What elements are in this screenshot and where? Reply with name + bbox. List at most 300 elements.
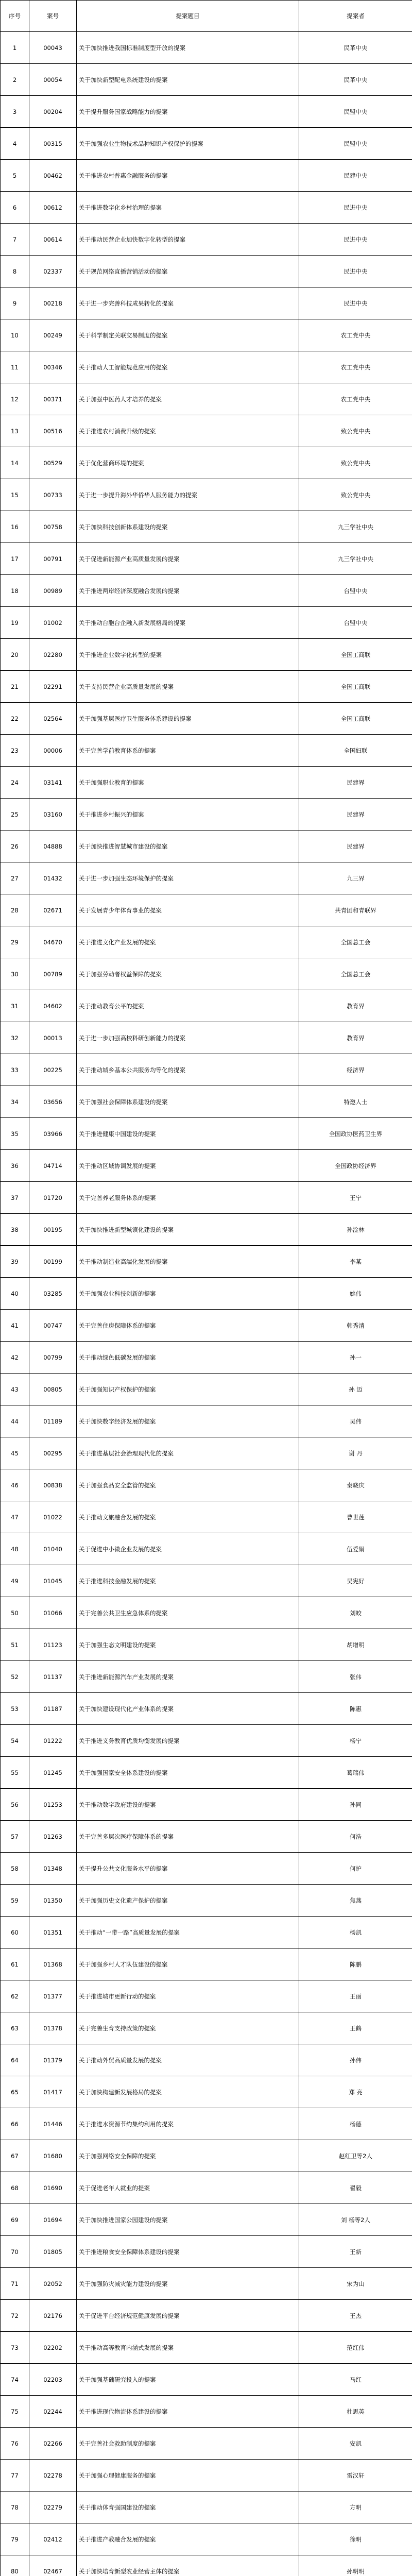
row-title: 关于完善学前教育体系的提案: [77, 735, 299, 767]
row-proposer: 赵红卫等2人: [299, 2140, 412, 2172]
table-row: [1, 2460, 412, 2492]
row-seq: 7: [1, 224, 29, 256]
row-title: 关于推动数字政府建设的提案: [77, 1789, 299, 1821]
table-row: [1, 703, 412, 735]
row-proposer: 韩秀清: [299, 1310, 412, 1342]
row-seq: 43: [1, 1374, 29, 1405]
row-case-no: 00315: [29, 128, 77, 160]
table-row: [1, 1214, 412, 1246]
row-title: 关于进一步提升海外华侨华人服务能力的提案: [77, 479, 299, 511]
table-row: [1, 1182, 412, 1214]
row-case-no: 01348: [29, 1853, 77, 1885]
row-proposer: 宋为山: [299, 2268, 412, 2300]
row-proposer: 吴宪好: [299, 1565, 412, 1597]
table-row: [1, 2108, 412, 2140]
row-seq: 26: [1, 831, 29, 862]
row-title: 关于推进健康中国建设的提案: [77, 1118, 299, 1150]
row-proposer: 全国总工会: [299, 926, 412, 958]
row-proposer: 共青团和青联界: [299, 894, 412, 926]
row-proposer: 吴伟: [299, 1405, 412, 1437]
row-seq: 74: [1, 2364, 29, 2396]
row-seq: 50: [1, 1597, 29, 1629]
row-proposer: 孙同: [299, 1789, 412, 1821]
row-seq: 8: [1, 256, 29, 287]
row-seq: 2: [1, 64, 29, 96]
header-proposer: 提案者: [299, 1, 412, 32]
header-title: 提案题目: [77, 1, 299, 32]
row-title: 关于推动外贸高质量发展的提案: [77, 2044, 299, 2076]
row-case-no: 01368: [29, 1948, 77, 1980]
row-case-no: 02467: [29, 2555, 77, 2576]
row-case-no: 02266: [29, 2428, 77, 2460]
row-seq: 75: [1, 2396, 29, 2428]
table-row: [1, 1597, 412, 1629]
row-title: 关于加快推进新型城镇化建设的提案: [77, 1214, 299, 1246]
row-title: 关于提升服务国家战略能力的提案: [77, 96, 299, 128]
row-case-no: 02412: [29, 2523, 77, 2555]
row-case-no: 01351: [29, 1917, 77, 1948]
table-row: [1, 1437, 412, 1469]
table-row: [1, 2268, 412, 2300]
row-case-no: 02564: [29, 703, 77, 735]
table-row: [1, 1086, 412, 1118]
row-proposer: 王丽: [299, 1980, 412, 2012]
row-seq: 25: [1, 799, 29, 831]
table-row: [1, 639, 412, 671]
row-title: 关于促进平台经济规范健康发展的提案: [77, 2300, 299, 2332]
row-case-no: 01137: [29, 1661, 77, 1693]
table-row: [1, 256, 412, 287]
row-seq: 22: [1, 703, 29, 735]
row-proposer: 民革中央: [299, 64, 412, 96]
row-proposer: 经济界: [299, 1054, 412, 1086]
row-proposer: 九三界: [299, 862, 412, 894]
row-seq: 1: [1, 32, 29, 64]
row-case-no: 03966: [29, 1118, 77, 1150]
row-case-no: 00249: [29, 319, 77, 351]
row-case-no: 02279: [29, 2492, 77, 2523]
row-proposer: 徐明: [299, 2523, 412, 2555]
table-row: [1, 2523, 412, 2555]
row-case-no: 01805: [29, 2236, 77, 2268]
row-title: 关于推动民营企业加快数字化转型的提案: [77, 224, 299, 256]
table-row: [1, 415, 412, 447]
row-case-no: 00805: [29, 1374, 77, 1405]
row-proposer: 李某: [299, 1246, 412, 1278]
table-row: [1, 1374, 412, 1405]
row-title: 关于加强心理健康服务的提案: [77, 2460, 299, 2492]
row-seq: 61: [1, 1948, 29, 1980]
table-row: [1, 2236, 412, 2268]
row-seq: 33: [1, 1054, 29, 1086]
row-seq: 70: [1, 2236, 29, 2268]
row-seq: 65: [1, 2076, 29, 2108]
table-row: [1, 64, 412, 96]
row-proposer: 致公党中央: [299, 479, 412, 511]
row-case-no: 03656: [29, 1086, 77, 1118]
row-case-no: 01189: [29, 1405, 77, 1437]
row-seq: 21: [1, 671, 29, 703]
row-case-no: 00758: [29, 511, 77, 543]
row-title: 关于加强中医药人才培养的提案: [77, 383, 299, 415]
row-title: 关于科学制定关联交易制度的提案: [77, 319, 299, 351]
row-seq: 76: [1, 2428, 29, 2460]
row-seq: 44: [1, 1405, 29, 1437]
row-title: 关于推进农村普惠金融服务的提案: [77, 160, 299, 192]
row-proposer: 孙 迈: [299, 1374, 412, 1405]
row-case-no: 00462: [29, 160, 77, 192]
row-seq: 36: [1, 1150, 29, 1182]
row-case-no: 02176: [29, 2300, 77, 2332]
row-seq: 18: [1, 575, 29, 607]
row-case-no: 00371: [29, 383, 77, 415]
row-title: 关于完善住房保障体系的提案: [77, 1310, 299, 1342]
row-title: 关于加强农业科技创新的提案: [77, 1278, 299, 1310]
row-case-no: 03141: [29, 767, 77, 799]
row-case-no: 04670: [29, 926, 77, 958]
row-case-no: 00989: [29, 575, 77, 607]
row-seq: 77: [1, 2460, 29, 2492]
row-title: 关于加快推进国家公园建设的提案: [77, 2204, 299, 2236]
row-seq: 47: [1, 1501, 29, 1533]
table-row: [1, 2492, 412, 2523]
row-seq: 27: [1, 862, 29, 894]
table-row: [1, 1789, 412, 1821]
row-title: 关于进一步加强生态环境保护的提案: [77, 862, 299, 894]
table-row: [1, 128, 412, 160]
row-title: 关于加强职业教育的提案: [77, 767, 299, 799]
row-proposer: 陈惠: [299, 1693, 412, 1725]
row-case-no: 00054: [29, 64, 77, 96]
row-proposer: 王宁: [299, 1182, 412, 1214]
row-proposer: 农工党中央: [299, 351, 412, 383]
row-title: 关于加快数字经济发展的提案: [77, 1405, 299, 1437]
row-seq: 69: [1, 2204, 29, 2236]
row-title: 关于推进乡村振兴的提案: [77, 799, 299, 831]
row-title: 关于加强农业生物技术品种知识产权保护的提案: [77, 128, 299, 160]
row-proposer: 全国总工会: [299, 958, 412, 990]
row-seq: 55: [1, 1757, 29, 1789]
table-row: [1, 1310, 412, 1342]
table-row: [1, 1948, 412, 1980]
row-title: 关于加强基础研究投入的提案: [77, 2364, 299, 2396]
table-row: [1, 2204, 412, 2236]
row-title: 关于完善公共卫生应急体系的提案: [77, 1597, 299, 1629]
table-row: [1, 767, 412, 799]
row-case-no: 04602: [29, 990, 77, 1022]
row-title: 关于推进科技金融发展的提案: [77, 1565, 299, 1597]
row-case-no: 02291: [29, 671, 77, 703]
row-seq: 5: [1, 160, 29, 192]
header-row: [1, 1, 412, 32]
row-proposer: 孙伟: [299, 2044, 412, 2076]
row-title: 关于优化营商环境的提案: [77, 447, 299, 479]
row-case-no: 00612: [29, 192, 77, 224]
row-seq: 60: [1, 1917, 29, 1948]
row-title: 关于加强防灾减灾能力建设的提案: [77, 2268, 299, 2300]
row-seq: 68: [1, 2172, 29, 2204]
row-title: 关于促进新能源产业高质量发展的提案: [77, 543, 299, 575]
row-seq: 9: [1, 287, 29, 319]
row-title: 关于推进义务教育优质均衡发展的提案: [77, 1725, 299, 1757]
row-proposer: 葛瑞伟: [299, 1757, 412, 1789]
table-row: [1, 2076, 412, 2108]
row-title: 关于推进数字化乡村治理的提案: [77, 192, 299, 224]
row-case-no: 03160: [29, 799, 77, 831]
row-proposer: 王新: [299, 2236, 412, 2268]
row-title: 关于加快培育新型农业经营主体的提案: [77, 2555, 299, 2576]
row-proposer: 何浩: [299, 1821, 412, 1853]
row-proposer: 方明: [299, 2492, 412, 2523]
row-case-no: 00799: [29, 1342, 77, 1374]
row-case-no: 01253: [29, 1789, 77, 1821]
row-case-no: 01022: [29, 1501, 77, 1533]
table-row: [1, 2140, 412, 2172]
row-case-no: 01432: [29, 862, 77, 894]
row-case-no: 02337: [29, 256, 77, 287]
table-header: [1, 1, 412, 32]
row-proposer: 致公党中央: [299, 447, 412, 479]
row-seq: 59: [1, 1885, 29, 1917]
row-seq: 34: [1, 1086, 29, 1118]
row-proposer: 全国政协经济界: [299, 1150, 412, 1182]
row-proposer: 翟毅: [299, 2172, 412, 2204]
row-case-no: 02052: [29, 2268, 77, 2300]
row-case-no: 01379: [29, 2044, 77, 2076]
table-row: [1, 224, 412, 256]
row-case-no: 00013: [29, 1022, 77, 1054]
row-proposer: 民建界: [299, 831, 412, 862]
row-proposer: 杨宁: [299, 1725, 412, 1757]
table-row: [1, 32, 412, 64]
row-case-no: 01377: [29, 1980, 77, 2012]
row-title: 关于推进文化产业发展的提案: [77, 926, 299, 958]
table-row: [1, 862, 412, 894]
row-title: 关于完善养老服务体系的提案: [77, 1182, 299, 1214]
row-proposer: 杨凯: [299, 1917, 412, 1948]
row-case-no: 01066: [29, 1597, 77, 1629]
row-seq: 66: [1, 2108, 29, 2140]
row-case-no: 01245: [29, 1757, 77, 1789]
table-row: [1, 1980, 412, 2012]
row-title: 关于完善多层次医疗保障体系的提案: [77, 1821, 299, 1853]
table-row: [1, 287, 412, 319]
table-row: [1, 192, 412, 224]
row-proposer: 特邀人士: [299, 1086, 412, 1118]
row-title: 关于加快推进智慧城市建设的提案: [77, 831, 299, 862]
row-case-no: 00838: [29, 1469, 77, 1501]
row-title: 关于推进水资源节约集约利用的提案: [77, 2108, 299, 2140]
row-seq: 24: [1, 767, 29, 799]
row-seq: 3: [1, 96, 29, 128]
row-seq: 56: [1, 1789, 29, 1821]
row-case-no: 00195: [29, 1214, 77, 1246]
row-title: 关于加快构建新发展格局的提案: [77, 2076, 299, 2108]
table-row: [1, 2428, 412, 2460]
row-proposer: 马红: [299, 2364, 412, 2396]
row-proposer: 曹世莲: [299, 1501, 412, 1533]
row-title: 关于推动文旅融合发展的提案: [77, 1501, 299, 1533]
row-proposer: 陈鹏: [299, 1948, 412, 1980]
row-title: 关于提升公共文化服务水平的提案: [77, 1853, 299, 1885]
row-seq: 45: [1, 1437, 29, 1469]
row-title: 关于促进中小微企业发展的提案: [77, 1533, 299, 1565]
row-title: 关于加强食品安全监管的提案: [77, 1469, 299, 1501]
table-row: [1, 2300, 412, 2332]
row-proposer: 孙淦林: [299, 1214, 412, 1246]
table-row: [1, 96, 412, 128]
table-body: [1, 32, 412, 2576]
table-row: [1, 831, 412, 862]
row-title: 关于推动人工智能规范应用的提案: [77, 351, 299, 383]
table-row: [1, 2396, 412, 2428]
row-seq: 67: [1, 2140, 29, 2172]
table-row: [1, 1693, 412, 1725]
table-row: [1, 1278, 412, 1310]
row-seq: 52: [1, 1661, 29, 1693]
row-case-no: 00346: [29, 351, 77, 383]
row-proposer: 全国工商联: [299, 671, 412, 703]
row-seq: 10: [1, 319, 29, 351]
row-case-no: 01417: [29, 2076, 77, 2108]
row-title: 关于发展青少年体育事业的提案: [77, 894, 299, 926]
row-title: 关于加强乡村人才队伍建设的提案: [77, 1948, 299, 1980]
row-case-no: 01446: [29, 2108, 77, 2140]
row-case-no: 00614: [29, 224, 77, 256]
row-proposer: 民建界: [299, 767, 412, 799]
table-row: [1, 1246, 412, 1278]
row-case-no: 02671: [29, 894, 77, 926]
table-row: [1, 1725, 412, 1757]
row-title: 关于推进新能源汽车产业发展的提案: [77, 1661, 299, 1693]
table-row: [1, 671, 412, 703]
row-seq: 31: [1, 990, 29, 1022]
row-seq: 54: [1, 1725, 29, 1757]
row-proposer: 何护: [299, 1853, 412, 1885]
row-title: 关于推动高等教育内涵式发展的提案: [77, 2332, 299, 2364]
row-case-no: 02278: [29, 2460, 77, 2492]
row-title: 关于加强网络安全保障的提案: [77, 2140, 299, 2172]
row-title: 关于推动绿色低碳发展的提案: [77, 1342, 299, 1374]
row-proposer: 教育界: [299, 1022, 412, 1054]
row-case-no: 00225: [29, 1054, 77, 1086]
row-proposer: 全国工商联: [299, 703, 412, 735]
table-row: [1, 2555, 412, 2576]
row-seq: 32: [1, 1022, 29, 1054]
row-case-no: 01222: [29, 1725, 77, 1757]
table-row: [1, 1342, 412, 1374]
table-row: [1, 447, 412, 479]
row-proposer: 安凯: [299, 2428, 412, 2460]
row-proposer: 张伟: [299, 1661, 412, 1693]
table-row: [1, 799, 412, 831]
row-proposer: 全国妇联: [299, 735, 412, 767]
row-proposer: 教育界: [299, 990, 412, 1022]
row-case-no: 02280: [29, 639, 77, 671]
table-row: [1, 607, 412, 639]
row-seq: 62: [1, 1980, 29, 2012]
row-proposer: 民盟中央: [299, 96, 412, 128]
row-case-no: 02203: [29, 2364, 77, 2396]
table-row: [1, 2332, 412, 2364]
row-title: 关于推进城市更新行动的提案: [77, 1980, 299, 2012]
row-case-no: 01040: [29, 1533, 77, 1565]
row-case-no: 00529: [29, 447, 77, 479]
table-row: [1, 735, 412, 767]
row-title: 关于促进老年人就业的提案: [77, 2172, 299, 2204]
row-case-no: 00295: [29, 1437, 77, 1469]
row-proposer: 刘蛟: [299, 1597, 412, 1629]
row-title: 关于推动区域协调发展的提案: [77, 1150, 299, 1182]
row-case-no: 00199: [29, 1246, 77, 1278]
row-title: 关于推进两岸经济深度融合发展的提案: [77, 575, 299, 607]
row-title: 关于进一步完善科技成果转化的提案: [77, 287, 299, 319]
row-proposer: 杜思英: [299, 2396, 412, 2428]
row-title: 关于推进农村消费升级的提案: [77, 415, 299, 447]
row-case-no: 02244: [29, 2396, 77, 2428]
row-seq: 13: [1, 415, 29, 447]
table-row: [1, 1501, 412, 1533]
row-proposer: 民革中央: [299, 32, 412, 64]
row-seq: 64: [1, 2044, 29, 2076]
row-seq: 63: [1, 2012, 29, 2044]
row-case-no: 01002: [29, 607, 77, 639]
table-row: [1, 1022, 412, 1054]
row-case-no: 02202: [29, 2332, 77, 2364]
row-case-no: 00218: [29, 287, 77, 319]
row-title: 关于进一步加强高校科研创新能力的提案: [77, 1022, 299, 1054]
table-row: [1, 1757, 412, 1789]
row-proposer: 民进中央: [299, 192, 412, 224]
table-row: [1, 1917, 412, 1948]
row-proposer: 王鹤: [299, 2012, 412, 2044]
row-case-no: 00516: [29, 415, 77, 447]
row-seq: 71: [1, 2268, 29, 2300]
row-case-no: 01263: [29, 1821, 77, 1853]
row-title: 关于推动教育公平的提案: [77, 990, 299, 1022]
row-title: 关于加强基层医疗卫生服务体系建设的提案: [77, 703, 299, 735]
row-title: 关于推动台胞台企融入新发展格局的提案: [77, 607, 299, 639]
row-title: 关于推动城乡基本公共服务均等化的提案: [77, 1054, 299, 1086]
row-seq: 53: [1, 1693, 29, 1725]
row-seq: 48: [1, 1533, 29, 1565]
table-row: [1, 543, 412, 575]
table-row: [1, 1629, 412, 1661]
row-case-no: 01680: [29, 2140, 77, 2172]
table-row: [1, 575, 412, 607]
row-proposer: 台盟中央: [299, 607, 412, 639]
row-title: 关于加强历史文化遗产保护的提案: [77, 1885, 299, 1917]
row-seq: 11: [1, 351, 29, 383]
table-row: [1, 2172, 412, 2204]
row-title: 关于加强国家安全体系建设的提案: [77, 1757, 299, 1789]
row-title: 关于加快科技创新体系建设的提案: [77, 511, 299, 543]
row-seq: 30: [1, 958, 29, 990]
row-proposer: 孙明明: [299, 2555, 412, 2576]
row-proposer: 伍爱娟: [299, 1533, 412, 1565]
table-row: [1, 1469, 412, 1501]
row-proposer: 谢 丹: [299, 1437, 412, 1469]
table-row: [1, 1150, 412, 1182]
row-proposer: 全国工商联: [299, 639, 412, 671]
row-proposer: 范红伟: [299, 2332, 412, 2364]
row-case-no: 01378: [29, 2012, 77, 2044]
table-row: [1, 1533, 412, 1565]
row-seq: 4: [1, 128, 29, 160]
row-seq: 16: [1, 511, 29, 543]
row-proposer: 致公党中央: [299, 415, 412, 447]
table-row: [1, 2364, 412, 2396]
